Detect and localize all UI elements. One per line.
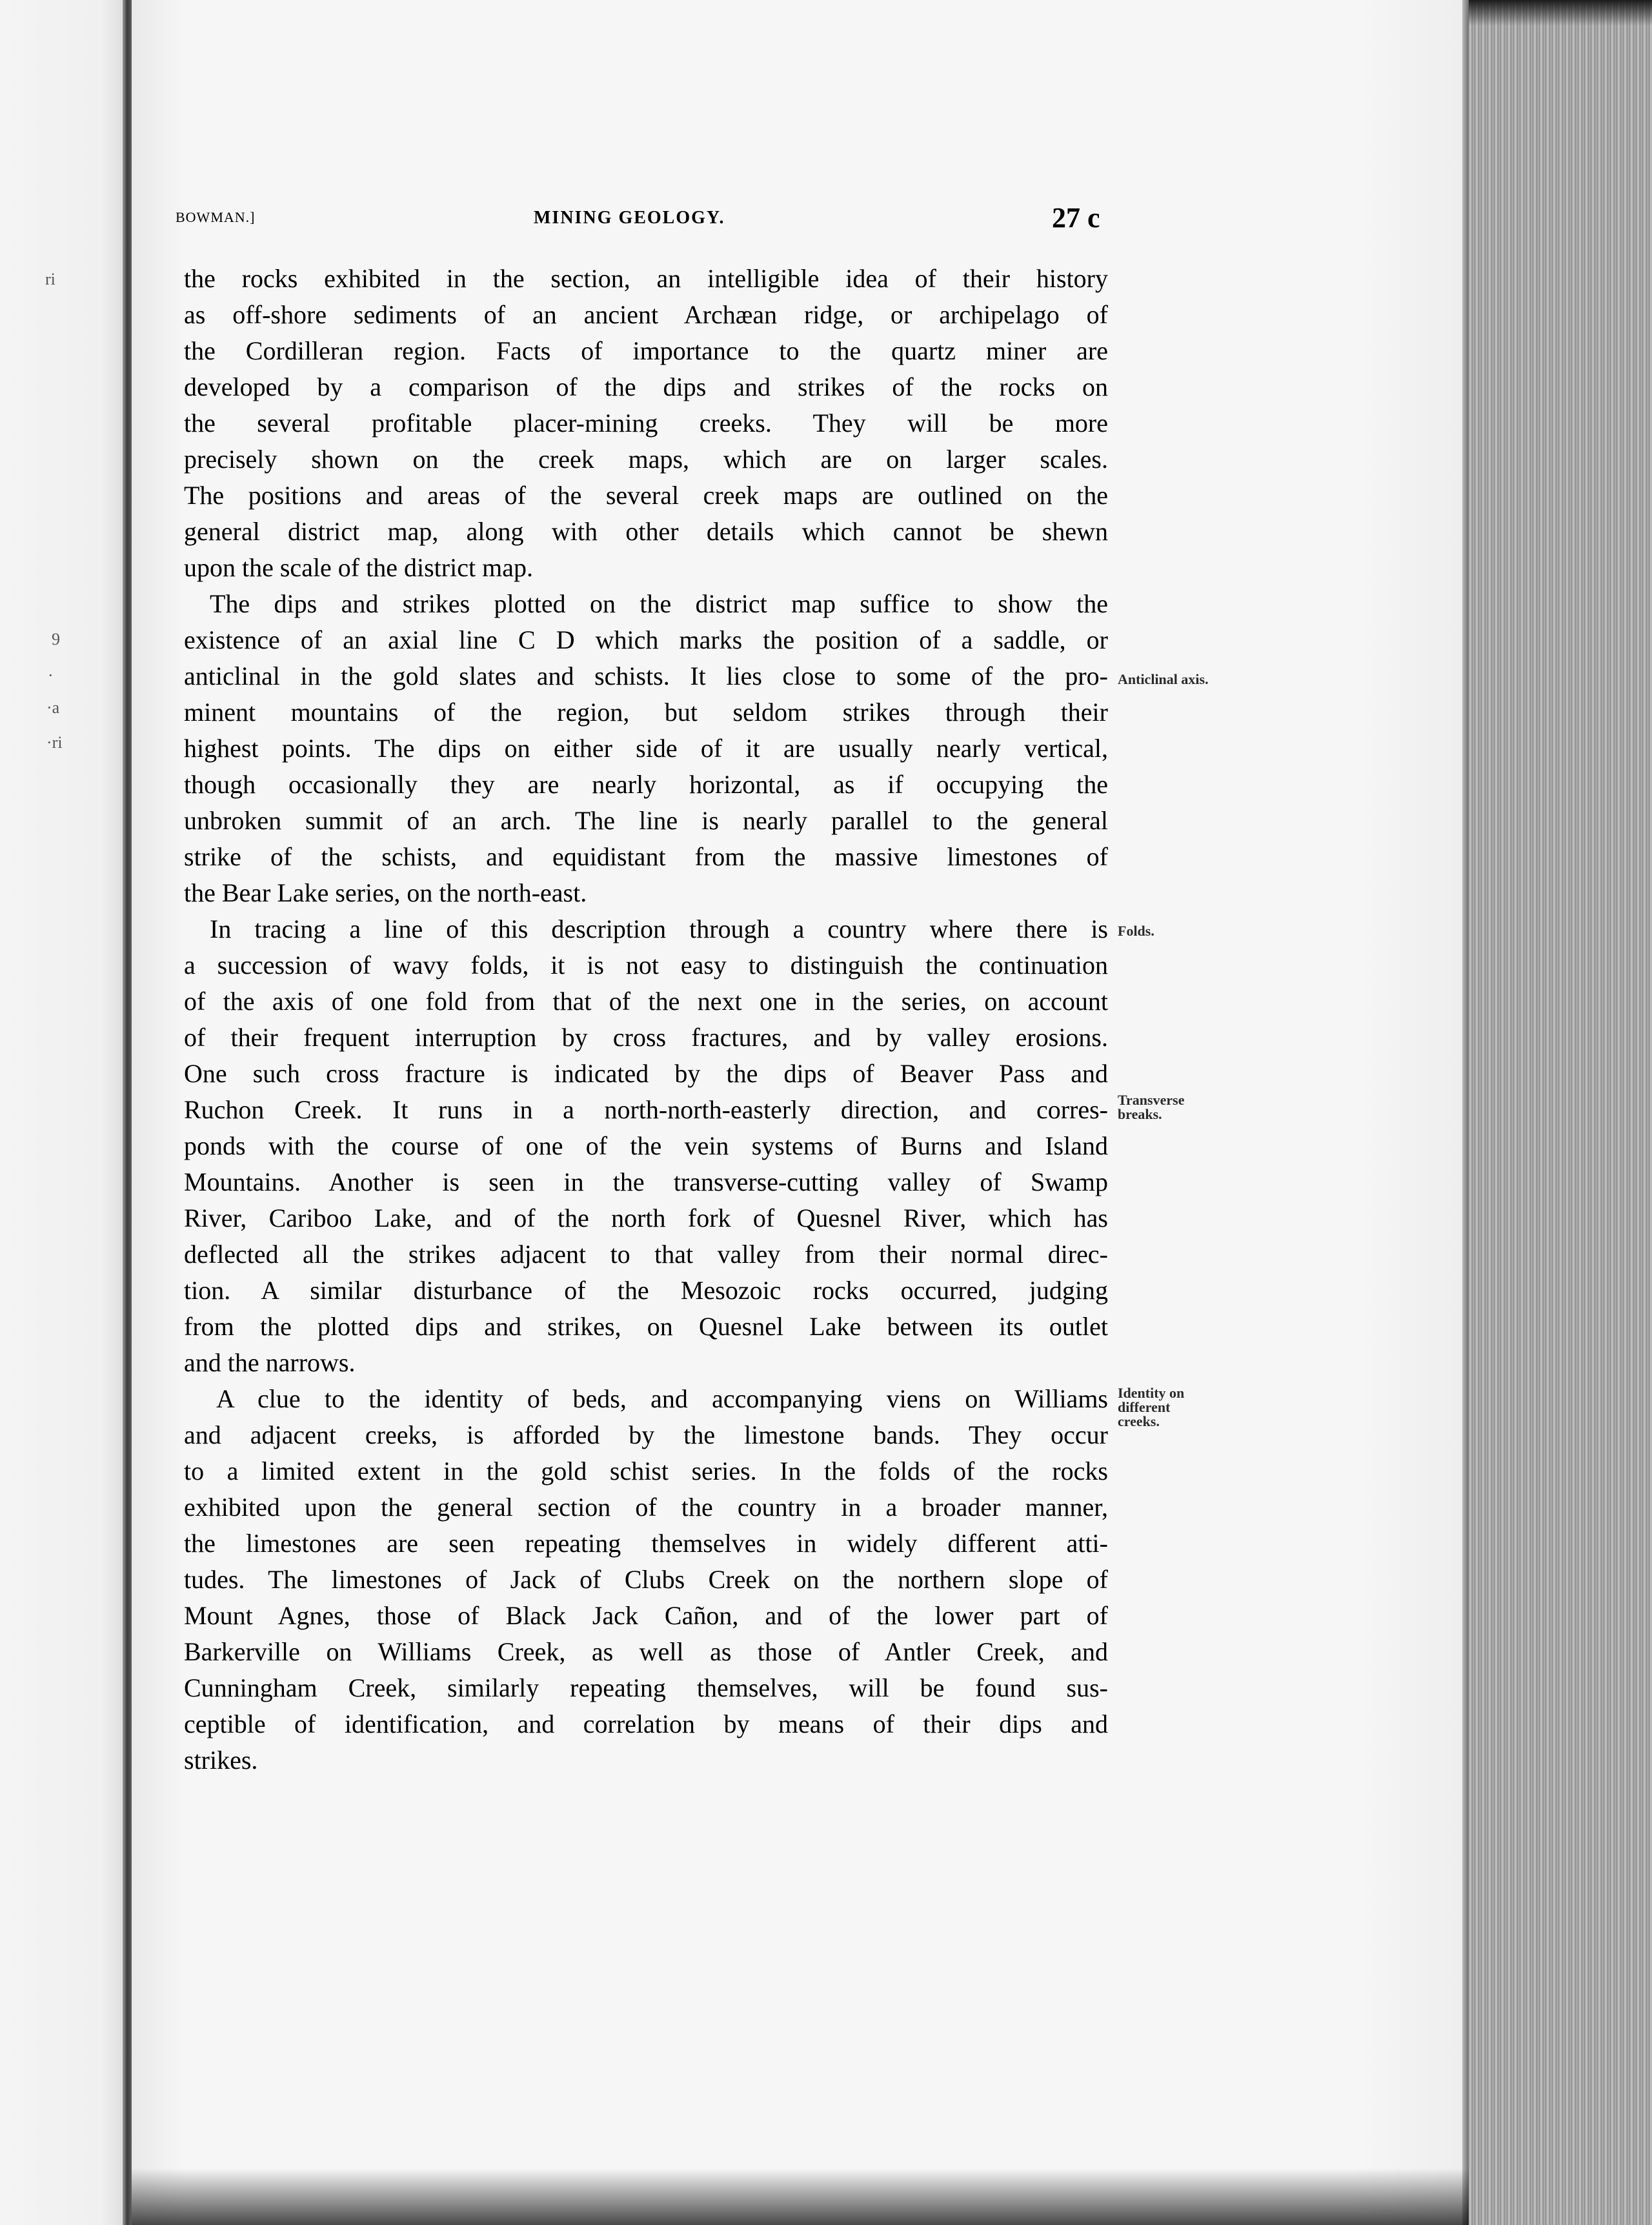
text-line: Ruchon Creek. It runs in a north-north-easterly direction, and corres- xyxy=(184,1095,1108,1124)
text-line: the Bear Lake series, on the north-east. xyxy=(184,878,587,907)
running-head xyxy=(163,202,1123,235)
side-note: Folds. xyxy=(1118,923,1154,939)
text-line: the several profitable placer-mining creeks. They will be more xyxy=(184,408,1108,438)
text-line: A clue to the identity of beds, and accompanying viens on Williams xyxy=(216,1384,1108,1413)
text-line: tudes. The limestones of Jack of Clubs Creek on the northern slope of xyxy=(184,1565,1108,1594)
text-line: Cunningham Creek, similarly repeating themselves, will be found sus- xyxy=(184,1673,1108,1702)
text-line: of the axis of one fold from that of the next one in the series, on account xyxy=(184,987,1108,1016)
stacked-page-edges xyxy=(1469,0,1652,2225)
text-line: One such cross fracture is indicated by the dips of Beaver Pass and xyxy=(184,1059,1108,1088)
running-head-title: MINING GEOLOGY. xyxy=(534,208,725,228)
page-number: 27 c xyxy=(1052,202,1100,234)
text-line: precisely shown on the creek maps, which are on larger scales. xyxy=(184,445,1108,474)
text-line: Mount Agnes, those of Black Jack Cañon, and of the lower part of xyxy=(184,1601,1108,1630)
text-line: deflected all the strikes adjacent to that valley from their normal direc- xyxy=(184,1240,1108,1269)
text-line: ceptible of identification, and correlation by means of their dips and xyxy=(184,1709,1108,1738)
text-line: tion. A similar disturbance of the Mesozoic rocks occurred, judging xyxy=(184,1276,1108,1305)
text-line: The dips and strikes plotted on the district map suffice to show the xyxy=(210,589,1108,618)
text-line: though occasionally they are nearly horizontal, as if occupying the xyxy=(184,770,1108,799)
text-line: the Cordilleran region. Facts of importance to the quartz miner are xyxy=(184,336,1108,365)
page-bottom-shadow xyxy=(132,2168,1469,2225)
text-line: a succession of wavy folds, it is not easy to distinguish the continuation xyxy=(184,951,1108,980)
text-line: Barkerville on Williams Creek, as well as those of Antler Creek, and xyxy=(184,1637,1108,1666)
text-line: and adjacent creeks, is afforded by the limestone bands. They occur xyxy=(184,1420,1108,1449)
left-page-fragment: ri xyxy=(45,270,55,288)
text-line: existence of an axial line C D which marks the position of a saddle, or xyxy=(184,625,1108,654)
text-line: In tracing a line of this description through a country where there is xyxy=(210,914,1108,943)
previous-page-edge xyxy=(0,0,126,2225)
text-line: Mountains. Another is seen in the transverse-cutting valley of Swamp xyxy=(184,1167,1108,1196)
text-line: of their frequent interruption by cross fractures, and by valley erosions. xyxy=(184,1023,1108,1052)
left-page-fragment: ·a xyxy=(46,698,60,717)
text-line: River, Cariboo Lake, and of the north fork of Quesnel River, which has xyxy=(184,1203,1108,1233)
text-line: exhibited upon the general section of the country in a broader manner, xyxy=(184,1493,1108,1522)
text-line: The positions and areas of the several creek maps are outlined on the xyxy=(184,481,1108,510)
text-line: the rocks exhibited in the section, an intelligible idea of their history xyxy=(184,264,1108,293)
text-line: ponds with the course of one of the vein systems of Burns and Island xyxy=(184,1131,1108,1160)
text-line: and the narrows. xyxy=(184,1348,356,1377)
text-line: upon the scale of the district map. xyxy=(184,553,533,582)
text-line: to a limited extent in the gold schist series. In the folds of the rocks xyxy=(184,1456,1108,1485)
text-line: general district map, along with other details which cannot be shewn xyxy=(184,517,1108,546)
left-page-fragment: ·ri xyxy=(46,733,63,752)
side-note: Anticlinal axis. xyxy=(1118,671,1209,687)
book-edge-shadow xyxy=(1469,0,1652,26)
text-line: anticlinal in the gold slates and schists. It lies close to some of the pro- xyxy=(184,661,1108,690)
text-line: the limestones are seen repeating themselves in widely different atti- xyxy=(184,1529,1108,1558)
text-line: minent mountains of the region, but seldom strikes through their xyxy=(184,698,1108,727)
text-line: as off-shore sediments of an ancient Archæan ridge, or archipelago of xyxy=(184,300,1108,329)
text-line: highest points. The dips on either side of it are usually nearly vertical, xyxy=(184,734,1108,763)
side-note: Identity on different creeks. xyxy=(1118,1385,1185,1429)
text-line: strike of the schists, and equidistant from the massive limestones of xyxy=(184,842,1108,871)
text-line: unbroken summit of an arch. The line is nearly parallel to the general xyxy=(184,806,1108,835)
text-line: developed by a comparison of the dips and strikes of the rocks on xyxy=(184,372,1108,401)
text-line: from the plotted dips and strikes, on Quesnel Lake between its outlet xyxy=(184,1312,1108,1341)
side-note: Transverse breaks. xyxy=(1118,1092,1185,1122)
running-head-author: BOWMAN.] xyxy=(176,209,256,225)
text-line: strikes. xyxy=(184,1746,258,1775)
left-page-fragment: 9 xyxy=(52,630,60,649)
page-edge-shadow xyxy=(1462,0,1469,2225)
left-page-fragment: · xyxy=(48,666,54,685)
